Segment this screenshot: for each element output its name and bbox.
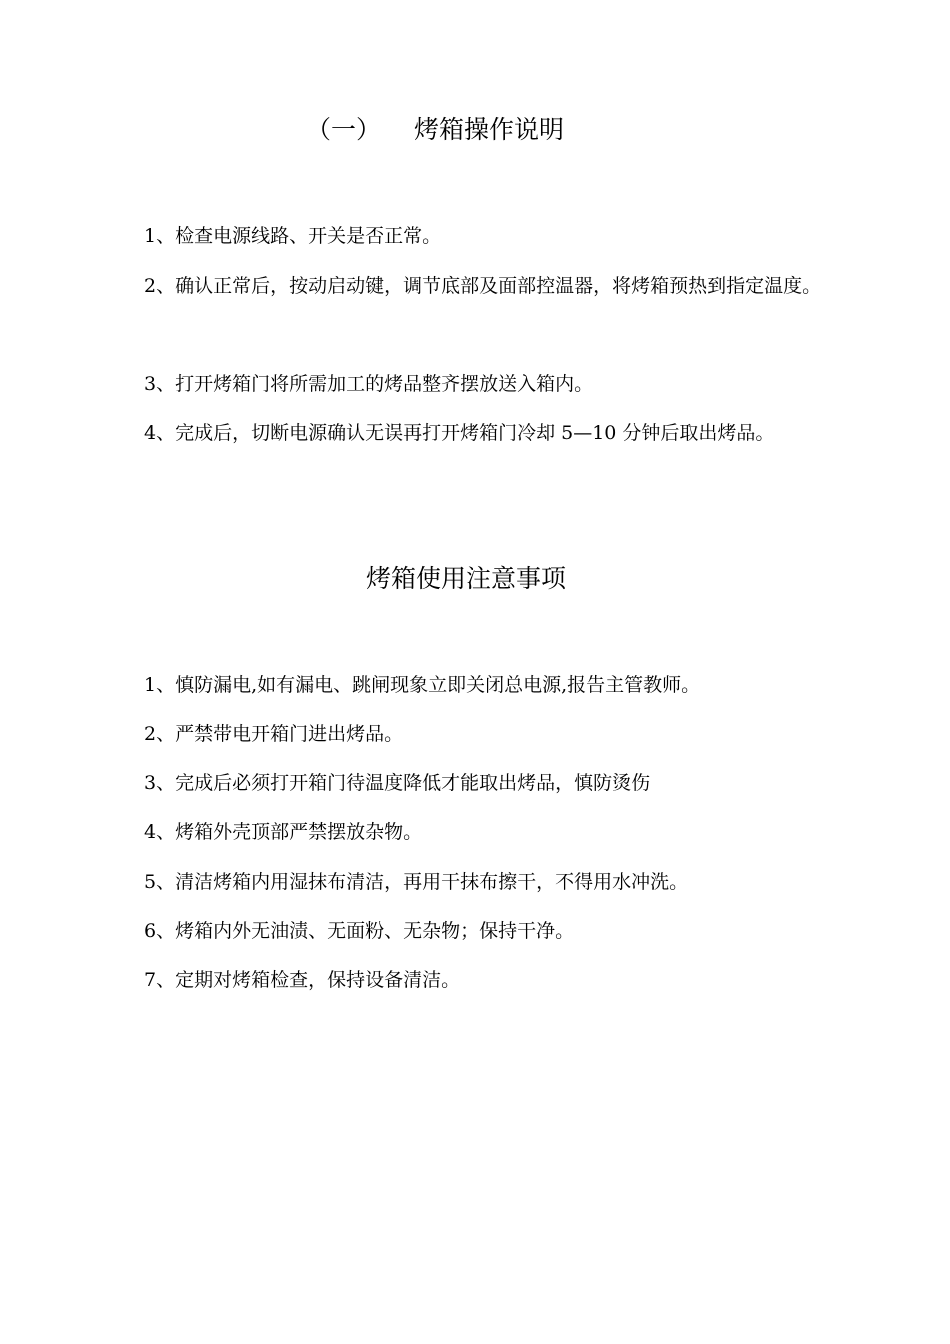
section-1-title: 烤箱操作说明: [414, 115, 565, 144]
precaution-item-5: 5、清洁烤箱内用湿抹布清洁，再用干抹布擦干，不得用水冲洗。: [144, 871, 689, 893]
operation-step-1: 1、检查电源线路、开关是否正常。: [144, 225, 442, 247]
section-1-number: （一）: [306, 115, 382, 144]
precaution-item-2: 2、严禁带电开箱门进出烤品。: [144, 723, 404, 745]
precaution-item-4: 4、烤箱外壳顶部严禁摆放杂物。: [144, 821, 423, 843]
section-2-title: 烤箱使用注意事项: [366, 564, 567, 593]
operation-step-4: 4、完成后，切断电源确认无误再打开烤箱门冷却 5—10 分钟后取出烤品。: [144, 422, 775, 444]
section-1-heading: [306, 114, 564, 146]
operation-step-3: 3、打开烤箱门将所需加工的烤品整齐摆放送入箱内。: [144, 373, 594, 395]
operation-step-2: 2、确认正常后，按动启动键，调节底部及面部控温器，将烤箱预热到指定温度。: [144, 275, 822, 297]
precaution-item-7: 7、定期对烤箱检查，保持设备清洁。: [144, 969, 461, 991]
precaution-item-1: 1、慎防漏电,如有漏电、跳闸现象立即关闭总电源,报告主管教师。: [144, 674, 701, 696]
precaution-item-3: 3、完成后必须打开箱门待温度降低才能取出烤品，慎防烫伤: [144, 772, 651, 794]
precaution-item-6: 6、烤箱内外无油渍、无面粉、无杂物；保持干净。: [144, 920, 575, 942]
